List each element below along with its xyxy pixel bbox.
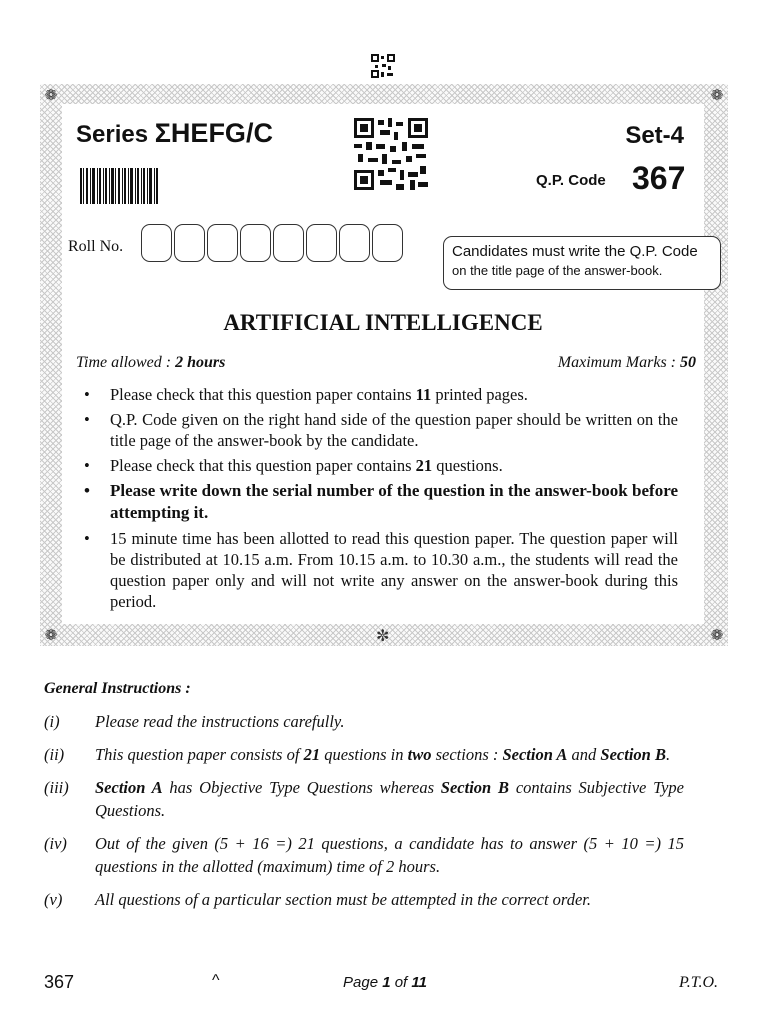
marks-value: 50 [680, 354, 696, 371]
series-label: Series [76, 121, 149, 148]
text-run: and [567, 745, 601, 764]
text-run: questions in [320, 745, 408, 764]
subject-title: ARTIFICIAL INTELLIGENCE [223, 310, 543, 335]
general-instruction-item [44, 743, 684, 766]
notice-line: Candidates must write the Q.P. Code [452, 243, 698, 260]
emphasis-text: Section B [440, 778, 510, 797]
roll-number-box[interactable] [306, 224, 337, 262]
instruction-bullet [80, 409, 678, 451]
corner-flourish-icon: ❁ [44, 86, 58, 104]
text-run: This question paper consists of [95, 745, 304, 764]
footer-caret: ^ [212, 972, 220, 989]
notice-line: on the title page of the answer-book. [452, 263, 663, 278]
text-run: Please check that this question paper contains [110, 456, 416, 475]
corner-flourish-icon: ❁ [710, 86, 724, 104]
text-run: printed pages. [431, 385, 528, 404]
border-ornament-icon: ✼ [376, 626, 390, 645]
page-of: of [390, 974, 412, 991]
general-instructions-title: General Instructions : [44, 680, 191, 697]
instruction-text [95, 888, 684, 911]
pto-note: P.T.O. [679, 974, 718, 991]
qp-code-notice [443, 236, 721, 290]
roll-number-box[interactable] [273, 224, 304, 262]
qp-code-label: Q.P. Code [536, 172, 606, 189]
roll-number-box[interactable] [174, 224, 205, 262]
time-value: 2 hours [175, 354, 226, 371]
emphasis-text: Section B [600, 745, 666, 764]
emphasis-text: Section A [95, 778, 163, 797]
instruction-number: (ii) [44, 745, 65, 764]
text-run: Out of the given (5 + 16 =) 21 questions, a candidate has to answer (5 + 10 =) 15 questions in the allotted (maximum) time of 2 hours. [95, 834, 684, 876]
emphasis-text: 21 [415, 456, 433, 475]
instruction-text [95, 832, 684, 878]
instruction-bullet [80, 455, 678, 476]
text-run: has Objective Type Questions whereas [162, 778, 441, 797]
emphasis-text: two [407, 745, 432, 764]
text-run: contains Subjective Type Questions. [95, 778, 684, 820]
text-run: All questions of a particular section must be attempted in the correct order. [95, 890, 592, 909]
instruction-text [95, 776, 684, 822]
text-run: 15 minute time has been allotted to read this question paper. The question paper will be distributed at 10.15 a.m. From 10.15 a.m. to 10.30 a.m., the students will read the question paper only and will not write any answer on the answer-book during this period. [110, 529, 678, 611]
text-run: Please write down the serial number of the question in the answer-book before attempting it. [110, 481, 678, 522]
roll-number-label: Roll No. [68, 238, 124, 255]
text-run: questions. [432, 456, 503, 475]
series-value: ΣHEFG/C [154, 118, 273, 148]
time-label: Time allowed : [76, 354, 176, 371]
instruction-bullet [80, 528, 678, 612]
instruction-number: (v) [44, 890, 63, 909]
barcode [80, 168, 158, 204]
general-instruction-item [44, 710, 684, 733]
maximum-marks [558, 354, 696, 372]
corner-flourish-icon: ❁ [710, 626, 724, 644]
instruction-bullet [80, 480, 678, 524]
series-code [76, 118, 273, 149]
qr-code [354, 118, 428, 190]
top-qr-code [371, 54, 395, 80]
text-run: Please check that this question paper contains [110, 385, 416, 404]
instruction-number: (iv) [44, 834, 67, 853]
qp-code: 367 [632, 160, 686, 196]
emphasis-text: Section A [502, 745, 568, 764]
instruction-number: (i) [44, 712, 60, 731]
instruction-text [95, 710, 684, 733]
general-instruction-item [44, 776, 684, 822]
emphasis-text: 11 [415, 385, 432, 404]
set-number: Set-4 [625, 122, 684, 149]
footer-qp-code: 367 [44, 972, 75, 992]
general-instruction-item [44, 832, 684, 878]
general-instructions-list [44, 710, 684, 921]
page-number: 1 [382, 974, 391, 991]
page-indicator [343, 974, 427, 991]
time-allowed [76, 354, 225, 372]
roll-number-box[interactable] [339, 224, 370, 262]
corner-flourish-icon: ❁ [44, 626, 58, 644]
marks-label: Maximum Marks : [557, 354, 680, 371]
instruction-bullet [80, 384, 678, 405]
instruction-number: (iii) [44, 778, 69, 797]
roll-number-box[interactable] [207, 224, 238, 262]
preliminary-instructions [80, 384, 678, 616]
general-instruction-item [44, 888, 684, 911]
text-run: Please read the instructions carefully. [95, 712, 345, 731]
roll-number-box[interactable] [372, 224, 403, 262]
page-prefix: Page [343, 974, 383, 991]
roll-number-box[interactable] [240, 224, 271, 262]
emphasis-text: 21 [303, 745, 321, 764]
roll-number-boxes [141, 224, 403, 262]
text-run: sections : [431, 745, 503, 764]
text-run: Q.P. Code given on the right hand side of the question paper should be written on the title page of the answer-book by the candidate. [110, 410, 678, 450]
page-total: 11 [411, 974, 427, 991]
instruction-text [95, 743, 684, 766]
text-run: . [665, 745, 671, 764]
roll-number-box[interactable] [141, 224, 172, 262]
